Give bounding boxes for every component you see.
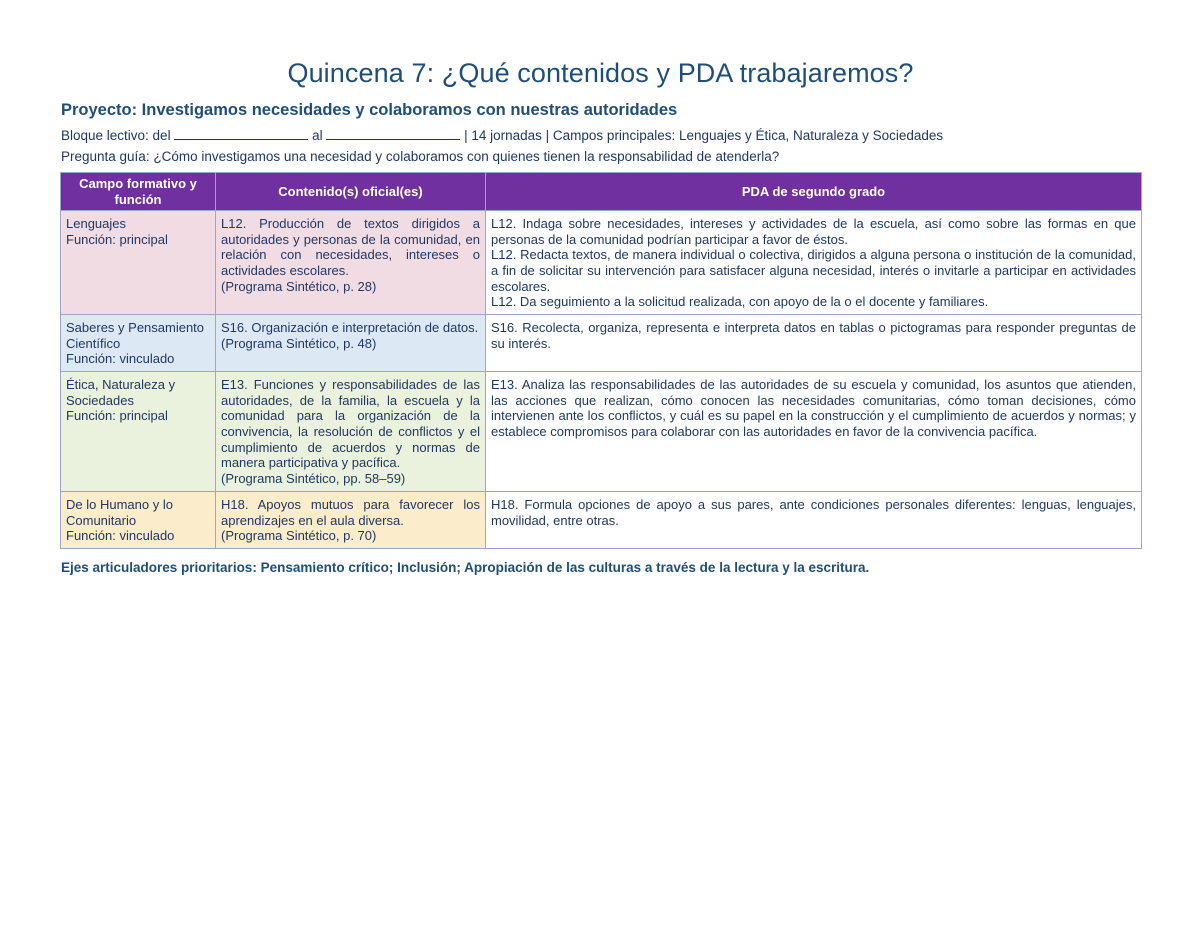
ejes-articuladores: Ejes articuladores prioritarios: Pensamiento crítico; Inclusión; Apropiación de las culturas a través de la lectura y la escritura. [61, 560, 870, 575]
contenido-text: E13. Funciones y responsabilidades de las autoridades, de la familia, la escuela y la comunidad para la organización de la convivencia, la resolución de conflictos y el cumplimiento de acuerdos y normas de manera participativa y pacífica. [221, 377, 480, 471]
contenido-ref: (Programa Sintético, p. 70) [221, 528, 377, 544]
campo-cell [61, 372, 216, 492]
date-end-blank [326, 127, 460, 140]
campo-cell [61, 211, 216, 315]
pda-cell [486, 211, 1142, 315]
contenido-cell [216, 372, 486, 492]
contenido-text: L12. Producción de textos dirigidos a autoridades y personas de la comunidad, en relación con necesidades, intereses o actividades escolares. [221, 216, 480, 278]
header-pda: PDA de segundo grado [486, 173, 1142, 211]
contenido-ref: (Programa Sintético, p. 28) [221, 278, 377, 294]
pda-cell [486, 372, 1142, 492]
page-title: Quincena 7: ¿Qué contenidos y PDA trabajaremos? [287, 58, 914, 88]
campo-name: Saberes y Pensamiento Científico [66, 320, 205, 351]
pda-item: H18. Formula opciones de apoyo a sus pares, ante condiciones personales diferentes: lenguas, lenguajes, movilidad, entre otras. [491, 497, 1136, 528]
block-info [61, 127, 943, 143]
campo-function: Función: vinculado [66, 351, 175, 367]
pda-item: S16. Recolecta, organiza, representa e interpreta datos en tablas o pictogramas para responder preguntas de su interés. [491, 320, 1136, 351]
campo-cell [61, 315, 216, 372]
guide-question: Pregunta guía: ¿Cómo investigamos una necesidad y colaboramos con quienes tienen la responsabilidad de atenderla? [61, 149, 780, 164]
contenido-ref: (Programa Sintético, p. 48) [221, 335, 377, 351]
block-info-prefix: Bloque lectivo: del [61, 128, 175, 143]
pda-item: L12. Da seguimiento a la solicitud realizada, con apoyo de la o el docente y familiares. [491, 294, 989, 310]
campo-name: Ética, Naturaleza y Sociedades [66, 377, 176, 408]
header-contenido: Contenido(s) oficial(es) [216, 173, 486, 211]
project-title: Proyecto: Investigamos necesidades y colaboramos con nuestras autoridades [61, 101, 678, 119]
table-row-humano [61, 492, 1142, 549]
campo-name: De lo Humano y lo Comunitario [66, 497, 173, 528]
contenido-cell [216, 211, 486, 315]
campo-function: Función: principal [66, 408, 168, 424]
table-row-saberes [61, 315, 1142, 372]
table-row-etica [61, 372, 1142, 492]
contenido-text: S16. Organización e interpretación de datos. [221, 320, 479, 336]
content-table [60, 172, 1142, 549]
contenido-cell [216, 315, 486, 372]
contenido-ref: (Programa Sintético, pp. 58–59) [221, 470, 406, 486]
table-row-lenguajes [61, 211, 1142, 315]
campo-cell [61, 492, 216, 549]
pda-item: L12. Redacta textos, de manera individual o colectiva, dirigidos a alguna persona o institución de la comunidad, a fin de solicitar su intervención para satisfacer alguna necesidad, interés o invitarle a participar en actividades escolares. [491, 247, 1136, 294]
pda-cell [486, 315, 1142, 372]
contenido-text: H18. Apoyos mutuos para favorecer los aprendizajes en el aula diversa. [221, 497, 480, 528]
date-start-blank [174, 127, 308, 140]
header-campo: Campo formativo y función [61, 173, 216, 211]
pda-cell [486, 492, 1142, 549]
block-info-suffix: | 14 jornadas | Campos principales: Lenguajes y Ética, Naturaleza y Sociedades [460, 128, 944, 143]
campo-function: Función: principal [66, 231, 168, 247]
campo-function: Función: vinculado [66, 528, 175, 544]
campo-name: Lenguajes [66, 216, 126, 232]
pda-item: L12. Indaga sobre necesidades, intereses y actividades de la escuela, así como sobre las formas en que personas de la comunidad podrían participar a favor de éstos. [491, 216, 1136, 247]
table-header-row [61, 173, 1142, 211]
pda-item: E13. Analiza las responsabilidades de las autoridades de su escuela y comunidad, los asuntos que atienden, las acciones que realizan, cómo conocen las necesidades comunitarias, cómo toman decisiones, cómo intervienen ante los conflictos, y cuál es su papel en la construcción y el cumplimiento de acuerdos y normas; y establece compromisos para colaborar con las autoridades en favor de la convivencia pacífica. [491, 377, 1136, 439]
block-info-middle: al [308, 128, 327, 143]
contenido-cell [216, 492, 486, 549]
